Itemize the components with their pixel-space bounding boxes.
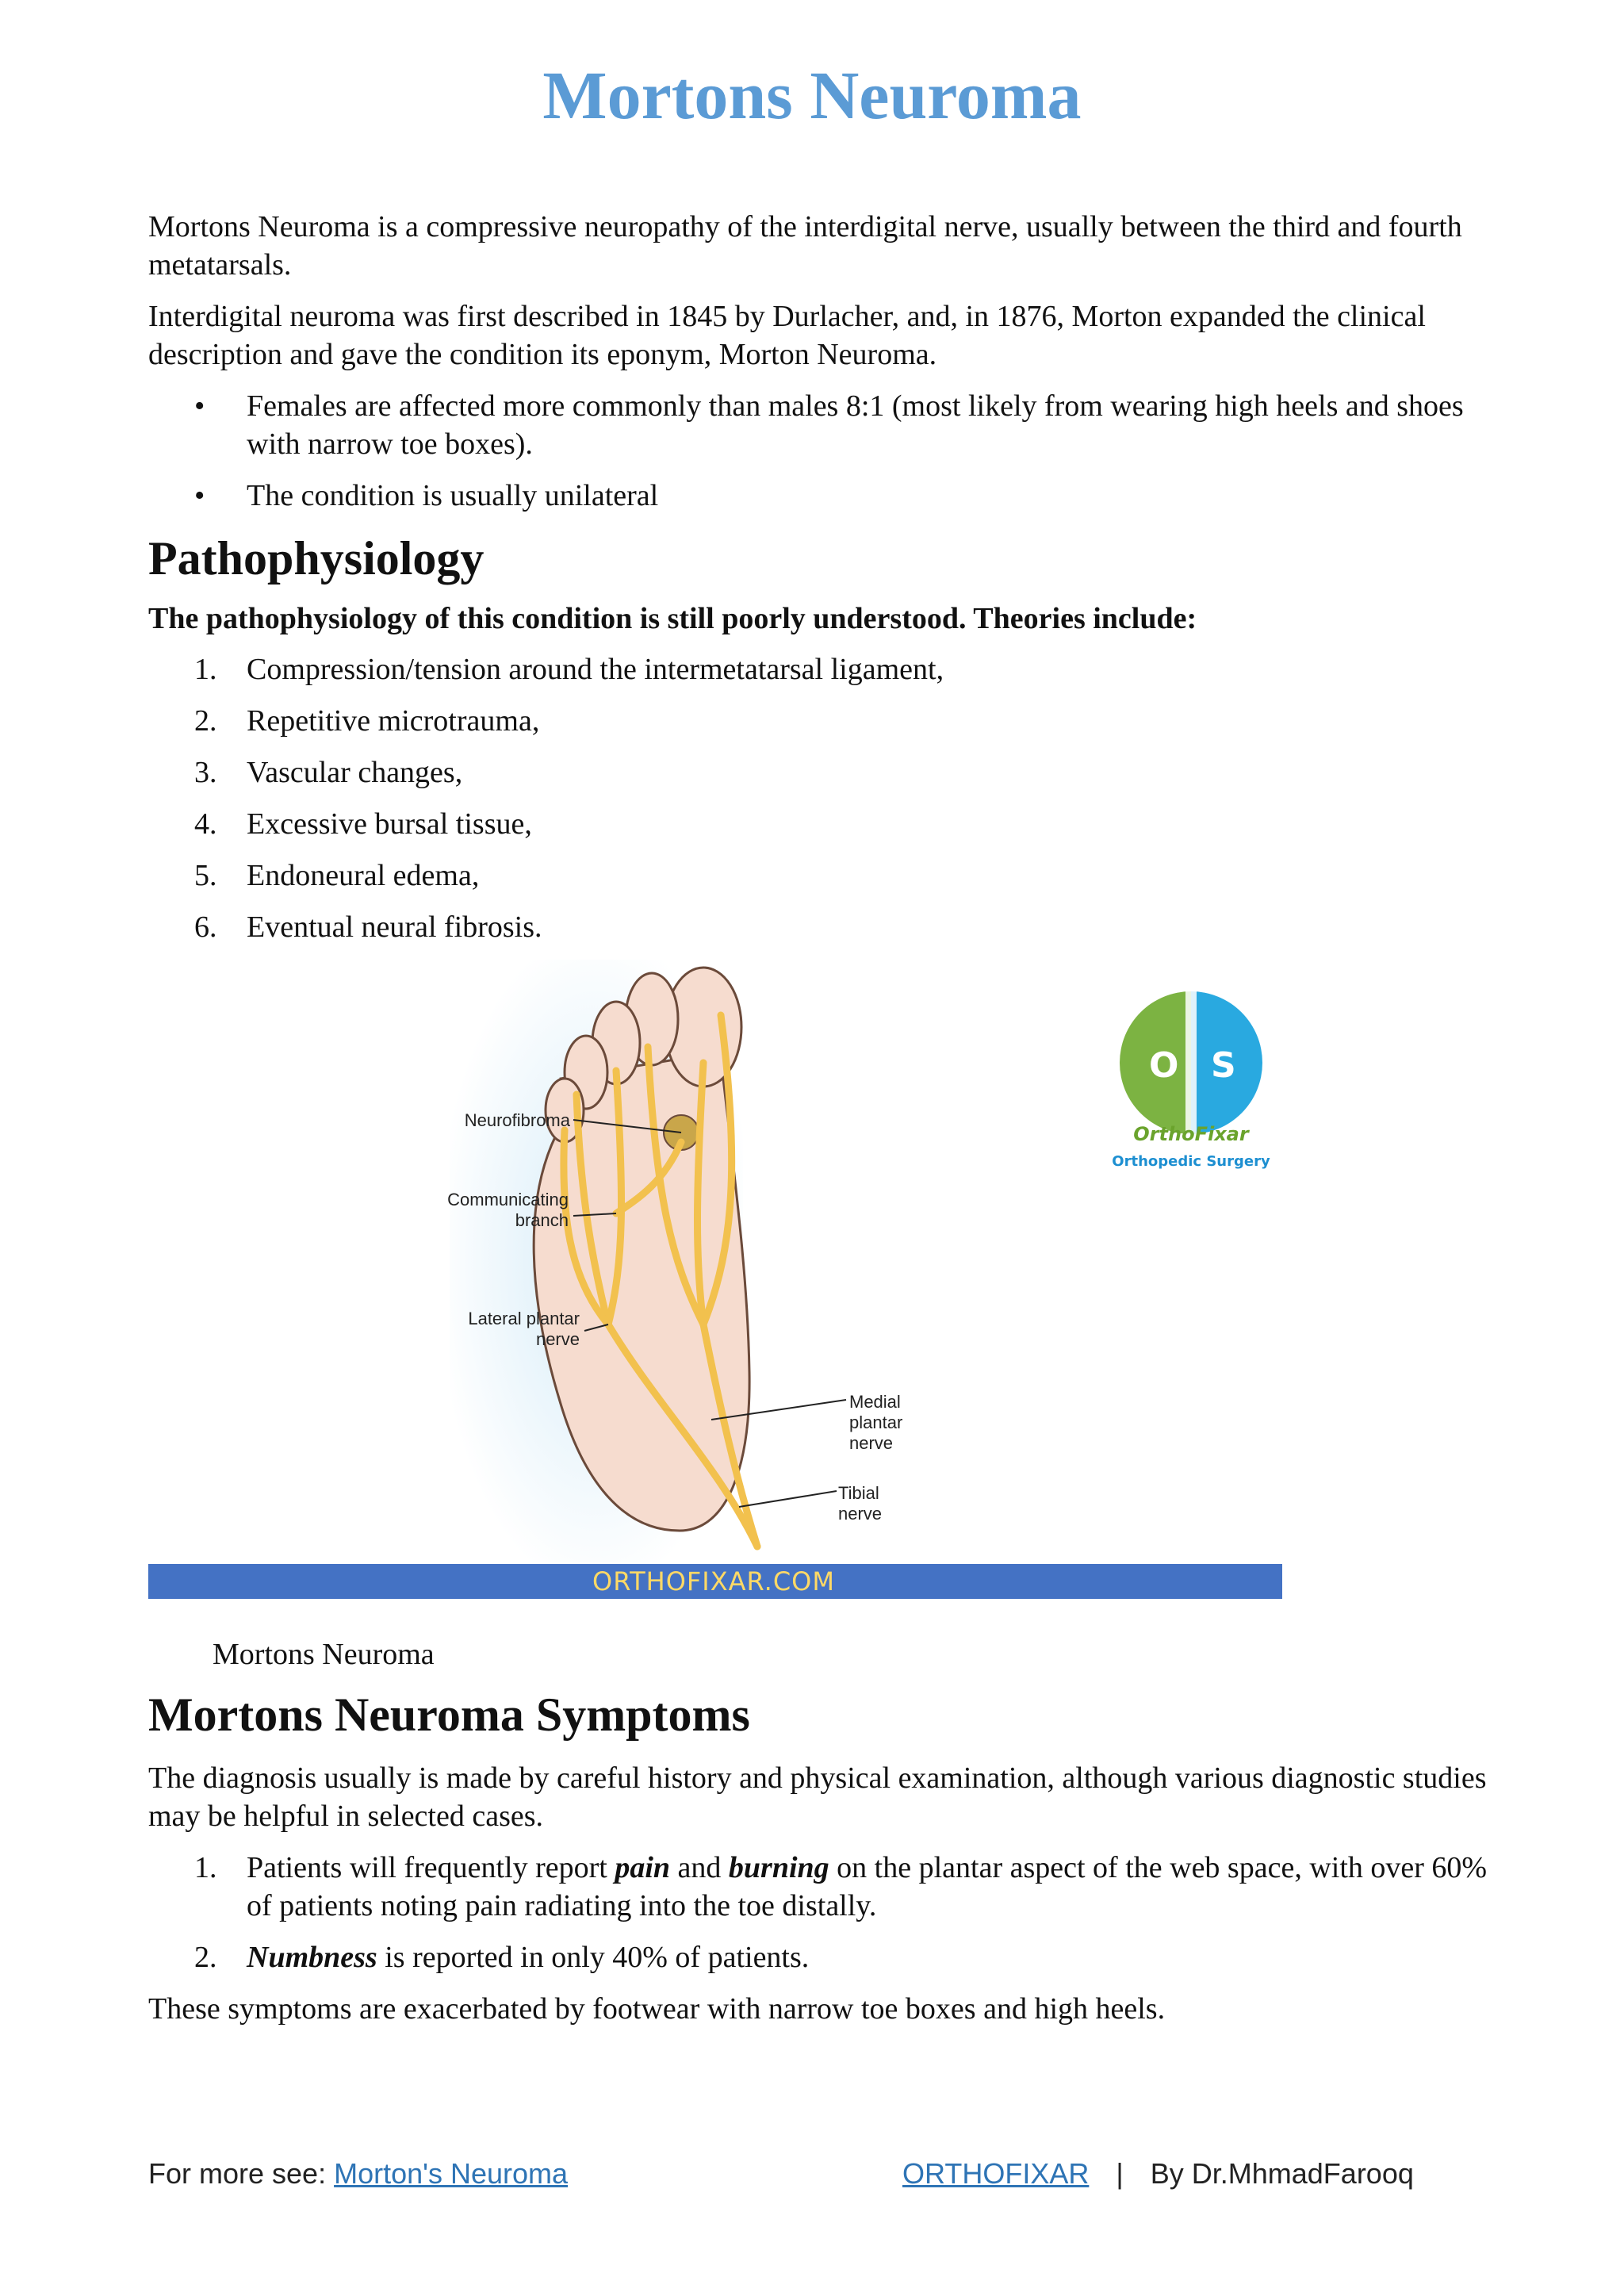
svg-text:O: O bbox=[1149, 1045, 1179, 1086]
section-heading-symptoms: Mortons Neuroma Symptoms bbox=[148, 1688, 750, 1741]
label-tibial-nerve: Tibial bbox=[838, 1483, 879, 1503]
page-title: Mortons Neuroma bbox=[542, 57, 1082, 133]
footer-site bbox=[902, 2157, 1414, 2191]
orthofixar-link[interactable]: ORTHOFIXAR bbox=[902, 2157, 1090, 2190]
svg-text:nerve: nerve bbox=[838, 1504, 883, 1524]
svg-text:branch: branch bbox=[515, 1210, 569, 1230]
list-item: 6. Eventual neural fibrosis. bbox=[194, 910, 542, 944]
foot-nerve-illustration bbox=[148, 960, 1282, 1602]
section-heading-pathophysiology: Pathophysiology bbox=[148, 532, 485, 585]
intro-paragraph-1: Mortons Neuroma is a compressive neuropathy of the interdigital nerve, usually between the third and fourth metatarsals. bbox=[148, 210, 1462, 282]
svg-text:nerve: nerve bbox=[535, 1329, 580, 1349]
list-item: 2. Numbness is reported in only 40% of patients. bbox=[194, 1941, 810, 1974]
svg-text:S: S bbox=[1211, 1045, 1236, 1086]
orthofixar-logo bbox=[1112, 968, 1270, 1170]
footer-author: By Dr.MhmadFarooq bbox=[1150, 2157, 1414, 2190]
intro-paragraph-2: Interdigital neuroma was first described in 1845 by Durlacher, and, in 1876, Morton expanded the clinical description and gave the condition its eponym, Morton Neuroma. bbox=[148, 300, 1426, 371]
logo-subtitle: Orthopedic Surgery bbox=[1112, 1153, 1270, 1170]
label-communicating-branch: Communicating bbox=[447, 1190, 569, 1209]
bullet-item: • Females are affected more commonly than males 8:1 (most likely from wearing high heels and shoes with narrow toe boxes). bbox=[148, 387, 1512, 463]
list-item: 1. Patients will frequently report pain and burning on the plantar aspect of the web space, with over 60% of patients noting pain radiating into the toe distally. bbox=[194, 1851, 1488, 1922]
list-item: 1. Compression/tension around the intermetatarsal ligament, bbox=[194, 653, 944, 686]
bullet-icon: • bbox=[194, 479, 205, 512]
figure-banner bbox=[148, 1564, 1282, 1599]
svg-text:plantar: plantar bbox=[849, 1412, 903, 1432]
footer-more: For more see: Morton's Neuroma bbox=[148, 2157, 569, 2190]
pathophysiology-lead: The pathophysiology of this condition is still poorly understood. Theories include: bbox=[148, 602, 1197, 635]
symptoms-paragraph: The diagnosis usually is made by careful history and physical examination, although various diagnostic studies may be helpful in selected cases. bbox=[148, 1761, 1487, 1833]
figure-caption: Mortons Neuroma bbox=[213, 1638, 435, 1671]
label-medial-plantar-nerve: Medial bbox=[849, 1392, 901, 1412]
logo-name: OrthoFixar bbox=[1133, 1123, 1249, 1145]
symptoms-closing: These symptoms are exacerbated by footwear with narrow toe boxes and high heels. bbox=[148, 1992, 1166, 2026]
bullet-icon: • bbox=[194, 389, 205, 423]
list-item: 2. Repetitive microtrauma, bbox=[194, 704, 540, 738]
banner-text: ORTHOFIXAR.COM bbox=[592, 1566, 835, 1596]
bullet-item: • The condition is usually unilateral bbox=[148, 477, 1512, 515]
list-item: 5. Endoneural edema, bbox=[194, 859, 480, 892]
label-lateral-plantar-nerve: Lateral plantar bbox=[468, 1309, 580, 1328]
label-neurofibroma: Neurofibroma bbox=[464, 1110, 570, 1130]
mortons-neuroma-link[interactable]: Morton's Neuroma bbox=[334, 2157, 569, 2190]
footer-separator: | bbox=[1116, 2157, 1124, 2190]
list-item: 3. Vascular changes, bbox=[194, 756, 463, 789]
svg-text:nerve: nerve bbox=[849, 1433, 894, 1453]
list-item: 4. Excessive bursal tissue, bbox=[194, 807, 532, 841]
